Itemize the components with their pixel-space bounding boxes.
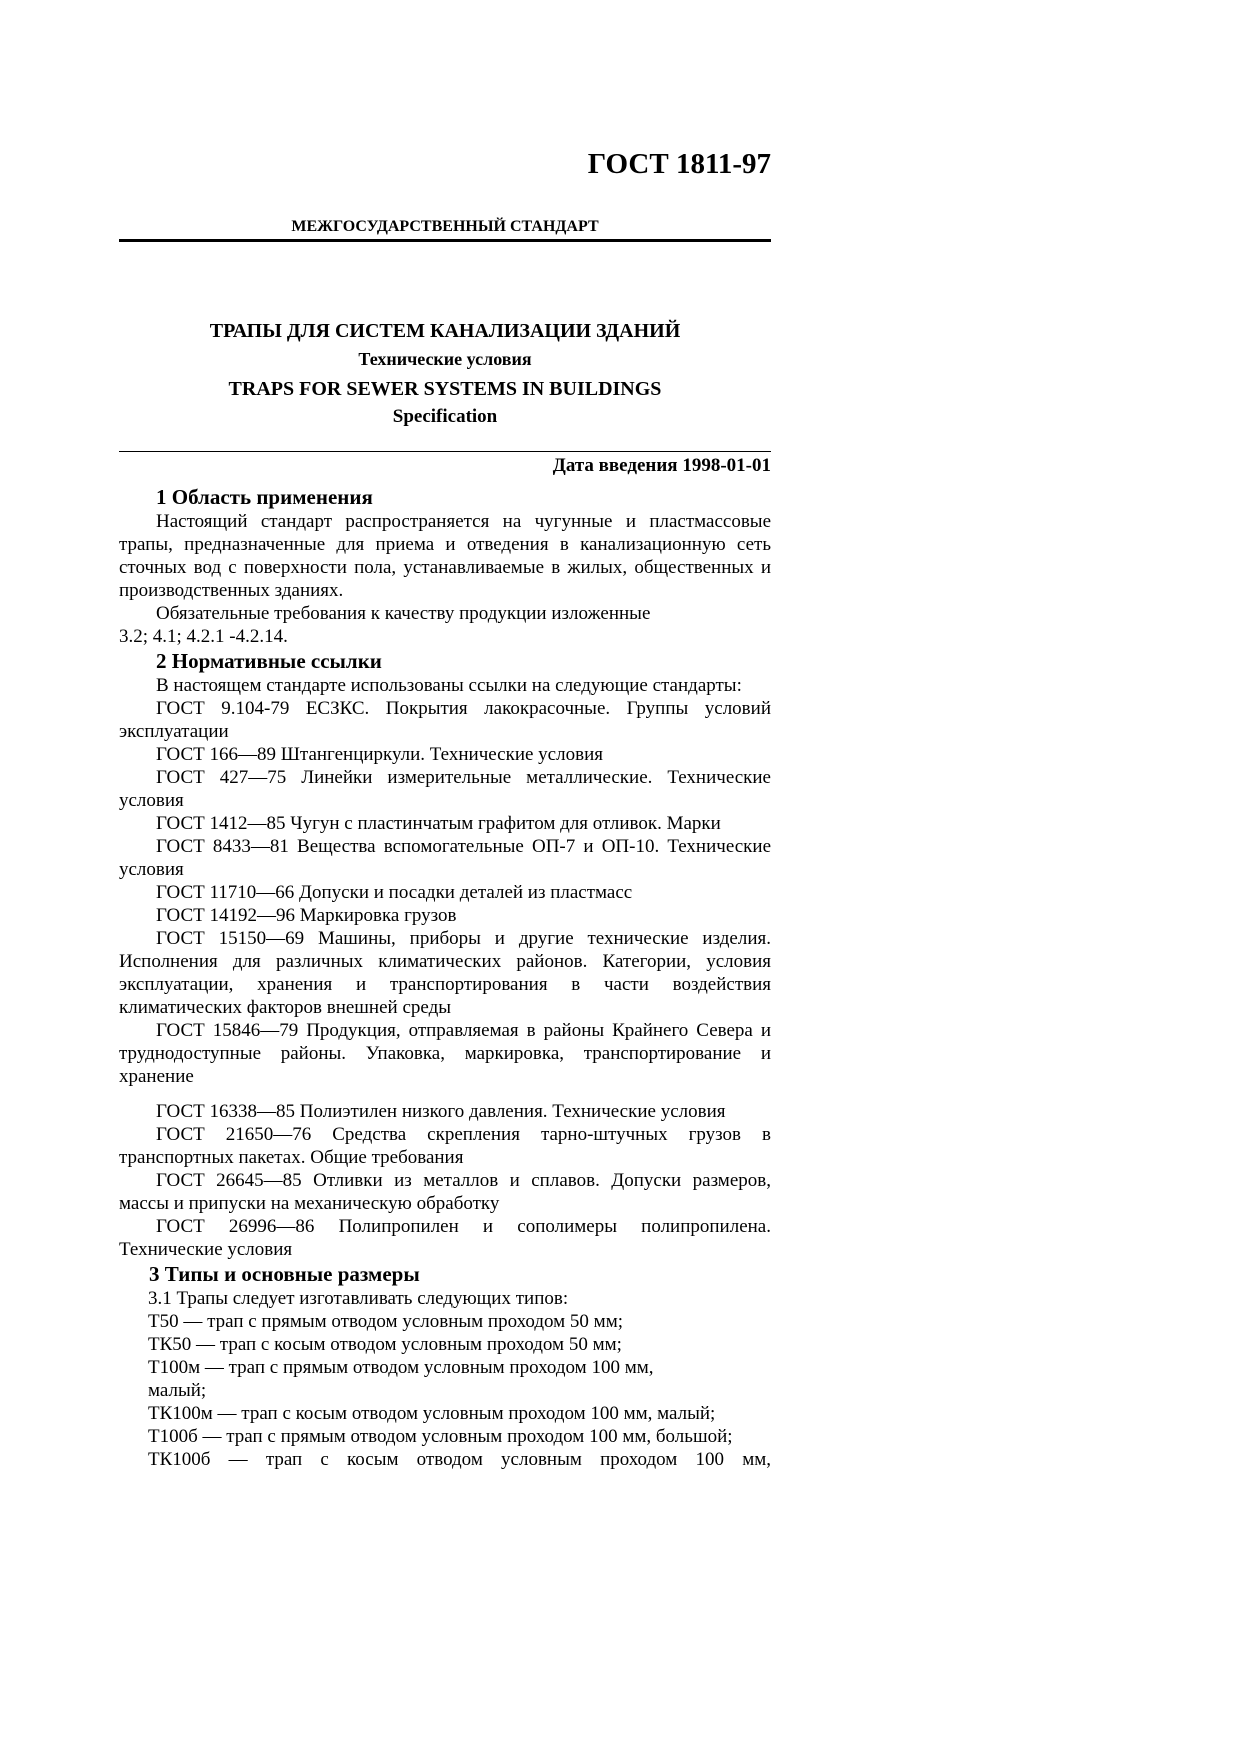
type-t100b: Т100б — трап с прямым отводом условным проходом 100 мм, большой;: [148, 1426, 733, 1447]
document-body: [119, 484, 771, 1471]
reference-item: ГОСТ 427—75 Линейки измерительные металлические. Технические условия: [119, 767, 771, 811]
section-1-requirements-line: Обязательные требования к качеству продукции изложенные: [156, 603, 651, 624]
title-block: [119, 318, 771, 430]
reference-item: ГОСТ 1412—85 Чугун с пластинчатым графитом для отливок. Марки: [156, 813, 721, 834]
reference-item: ГОСТ 15150—69 Машины, приборы и другие технические изделия. Исполнения для различных климатических районов. Категории, условия эксплуатации, хранения и транспортирования в части воздействия климатических факторов внешней среды: [119, 928, 771, 1018]
section-3-1-text: 3.1 Трапы следует изготавливать следующих типов:: [148, 1288, 569, 1309]
section-2-heading: 2 Нормативные ссылки: [156, 649, 382, 673]
reference-item: ГОСТ 16338—85 Полиэтилен низкого давления. Технические условия: [156, 1101, 726, 1122]
title-rule: [119, 451, 771, 452]
type-t50: Т50 — трап с прямым отводом условным проходом 50 мм;: [148, 1311, 623, 1332]
section-1-heading: 1 Область применения: [156, 485, 373, 509]
title-en-subtitle: Specification: [392, 406, 498, 427]
reference-item: ГОСТ 9.104-79 ЕСЗКС. Покрытия лакокрасочные. Группы условий эксплуатации: [119, 698, 771, 742]
title-ru: ТРАПЫ ДЛЯ СИСТЕМ КАНАЛИЗАЦИИ ЗДАНИЙ: [209, 320, 681, 342]
reference-item: ГОСТ 8433—81 Вещества вспомогательные ОП-7 и ОП-10. Технические условия: [119, 836, 771, 880]
type-tk100m: ТК100м — трап с косым отводом условным проходом 100 мм, малый;: [148, 1403, 716, 1424]
section-2-intro: В настоящем стандарте использованы ссылки на следующие стандарты:: [156, 675, 742, 696]
type-t100m-cont: малый;: [148, 1380, 207, 1401]
gost-number: ГОСТ 1811-97: [587, 148, 771, 180]
title-en: TRAPS FOR SEWER SYSTEMS IN BUILDINGS: [228, 378, 662, 400]
header-rule: [119, 239, 771, 242]
section-1-requirements-refs: 3.2; 4.1; 4.2.1 -4.2.14.: [119, 626, 288, 647]
type-t100m: Т100м — трап с прямым отводом условным проходом 100 мм,: [148, 1357, 654, 1378]
section-3-heading: 3 Типы и основные размеры: [149, 1262, 420, 1286]
reference-item: ГОСТ 26645—85 Отливки из металлов и сплавов. Допуски размеров, массы и припуски на механическую обработку: [119, 1170, 771, 1214]
reference-item: ГОСТ 11710—66 Допуски и посадки деталей из пластмасс: [156, 882, 633, 903]
date-introduction: Дата введения 1998-01-01: [552, 455, 771, 476]
spacer: [119, 1088, 771, 1100]
reference-item: ГОСТ 26996—86 Полипропилен и сополимеры полипропилена. Технические условия: [119, 1216, 771, 1260]
reference-item: ГОСТ 15846—79 Продукция, отправляемая в районы Крайнего Севера и труднодоступные районы. Упаковка, маркировка, транспортирование и хранение: [119, 1020, 771, 1087]
type-tk50: ТК50 — трап с косым отводом условным проходом 50 мм;: [148, 1334, 622, 1355]
type-tk100b: ТК100б — трап с косым отводом условным проходом 100 мм,: [148, 1449, 771, 1470]
reference-item: ГОСТ 21650—76 Средства скрепления тарно-штучных грузов в транспортных пакетах. Общие требования: [119, 1124, 771, 1168]
title-ru-subtitle: Технические условия: [358, 349, 532, 369]
interstate-standard-label: МЕЖГОСУДАРСТВЕННЫЙ СТАНДАРТ: [291, 218, 599, 235]
reference-item: ГОСТ 166—89 Штангенциркули. Технические условия: [156, 744, 603, 765]
section-1-paragraph: Настоящий стандарт распространяется на чугунные и пластмассовые трапы, предназначенные для приема и отведения в канализационную сеть сточных вод с поверхности пола, устанавливаемые в жилых, общественных и производственных зданиях.: [119, 511, 771, 601]
reference-item: ГОСТ 14192—96 Маркировка грузов: [156, 905, 457, 926]
